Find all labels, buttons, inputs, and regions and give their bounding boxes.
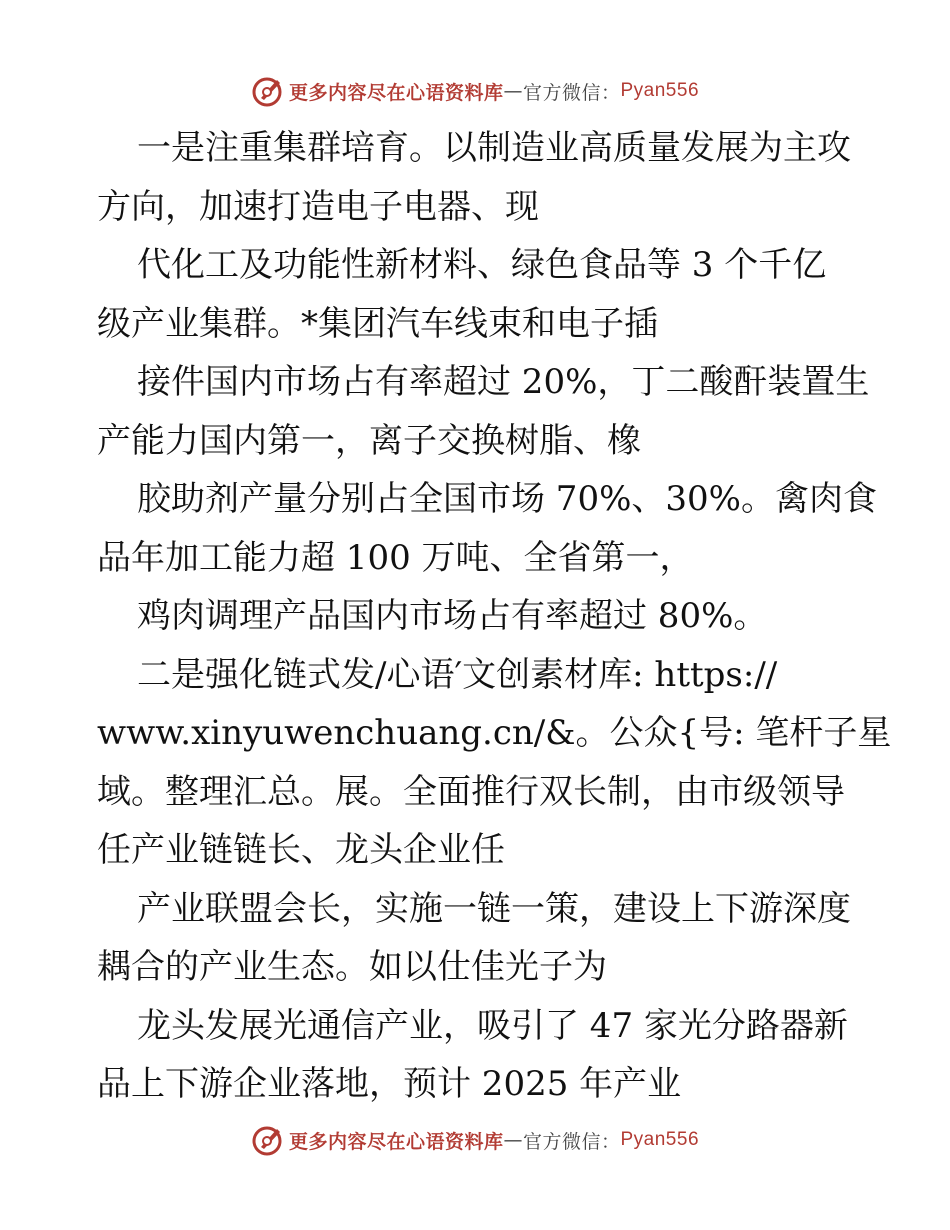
text-line: www.xinyuwenchuang.cn/&。公众{号: 笔杆子星 [97, 713, 892, 753]
text-line: 品上下游企业落地，预计 2025 年产业 [97, 1064, 682, 1104]
document-body [97, 119, 892, 1114]
text-line: 品年加工能力超 100 万吨、全省第一， [97, 537, 694, 578]
text-line: 耦合的产业生态。如以仕佳光子为 [97, 947, 607, 987]
banner-brand-text: 更多内容尽在心语资料库 [288, 1130, 504, 1153]
text-line: 产能力国内第一，离子交换树脂、橡 [97, 420, 641, 461]
banner-separator: — [503, 1129, 523, 1151]
header-banner [0, 71, 950, 111]
banner-wechat-label: 官方微信： [522, 1130, 621, 1153]
text-line: 鸡肉调理产品国内市场占有率超过 80%。 [137, 596, 768, 636]
text-line: 级产业集群。*集团汽车线束和电子插 [97, 303, 658, 344]
banner-wechat-id: Pyan556 [620, 1129, 700, 1150]
banner-wechat-label: 官方微信： [522, 81, 621, 104]
banner-wechat-id: Pyan556 [620, 80, 700, 101]
text-line: 代化工及功能性新材料、绿色食品等 3 个千亿 [137, 245, 827, 285]
text-line: 胶助剂产量分别占全国市场 70%、30%。禽肉食 [137, 479, 877, 519]
text-line: 一是注重集群培育。以制造业高质量发展为主攻 [137, 128, 851, 168]
text-line: 任产业链链长、龙头企业任 [97, 830, 505, 870]
text-line: 方向，加速打造电子电器、现 [97, 186, 539, 227]
banner-separator: — [503, 80, 523, 102]
text-line: 产业联盟会长，实施一链一策，建设上下游深度 [137, 888, 851, 929]
footer-banner [0, 1120, 950, 1160]
text-line: 域。整理汇总。展。全面推行双长制，由市级领导 [97, 771, 845, 812]
banner-brand-text: 更多内容尽在心语资料库 [288, 81, 504, 104]
text-line: 龙头发展光通信产业，吸引了 47 家光分路器新 [137, 1005, 848, 1046]
text-line: 二是强化链式发/心语′文创素材库: https:// [137, 654, 778, 695]
text-line: 接件国内市场占有率超过 20%，丁二酸酐装置生 [137, 362, 870, 402]
quill-circle-logo-icon [251, 74, 285, 108]
quill-circle-logo-icon [251, 1123, 285, 1157]
